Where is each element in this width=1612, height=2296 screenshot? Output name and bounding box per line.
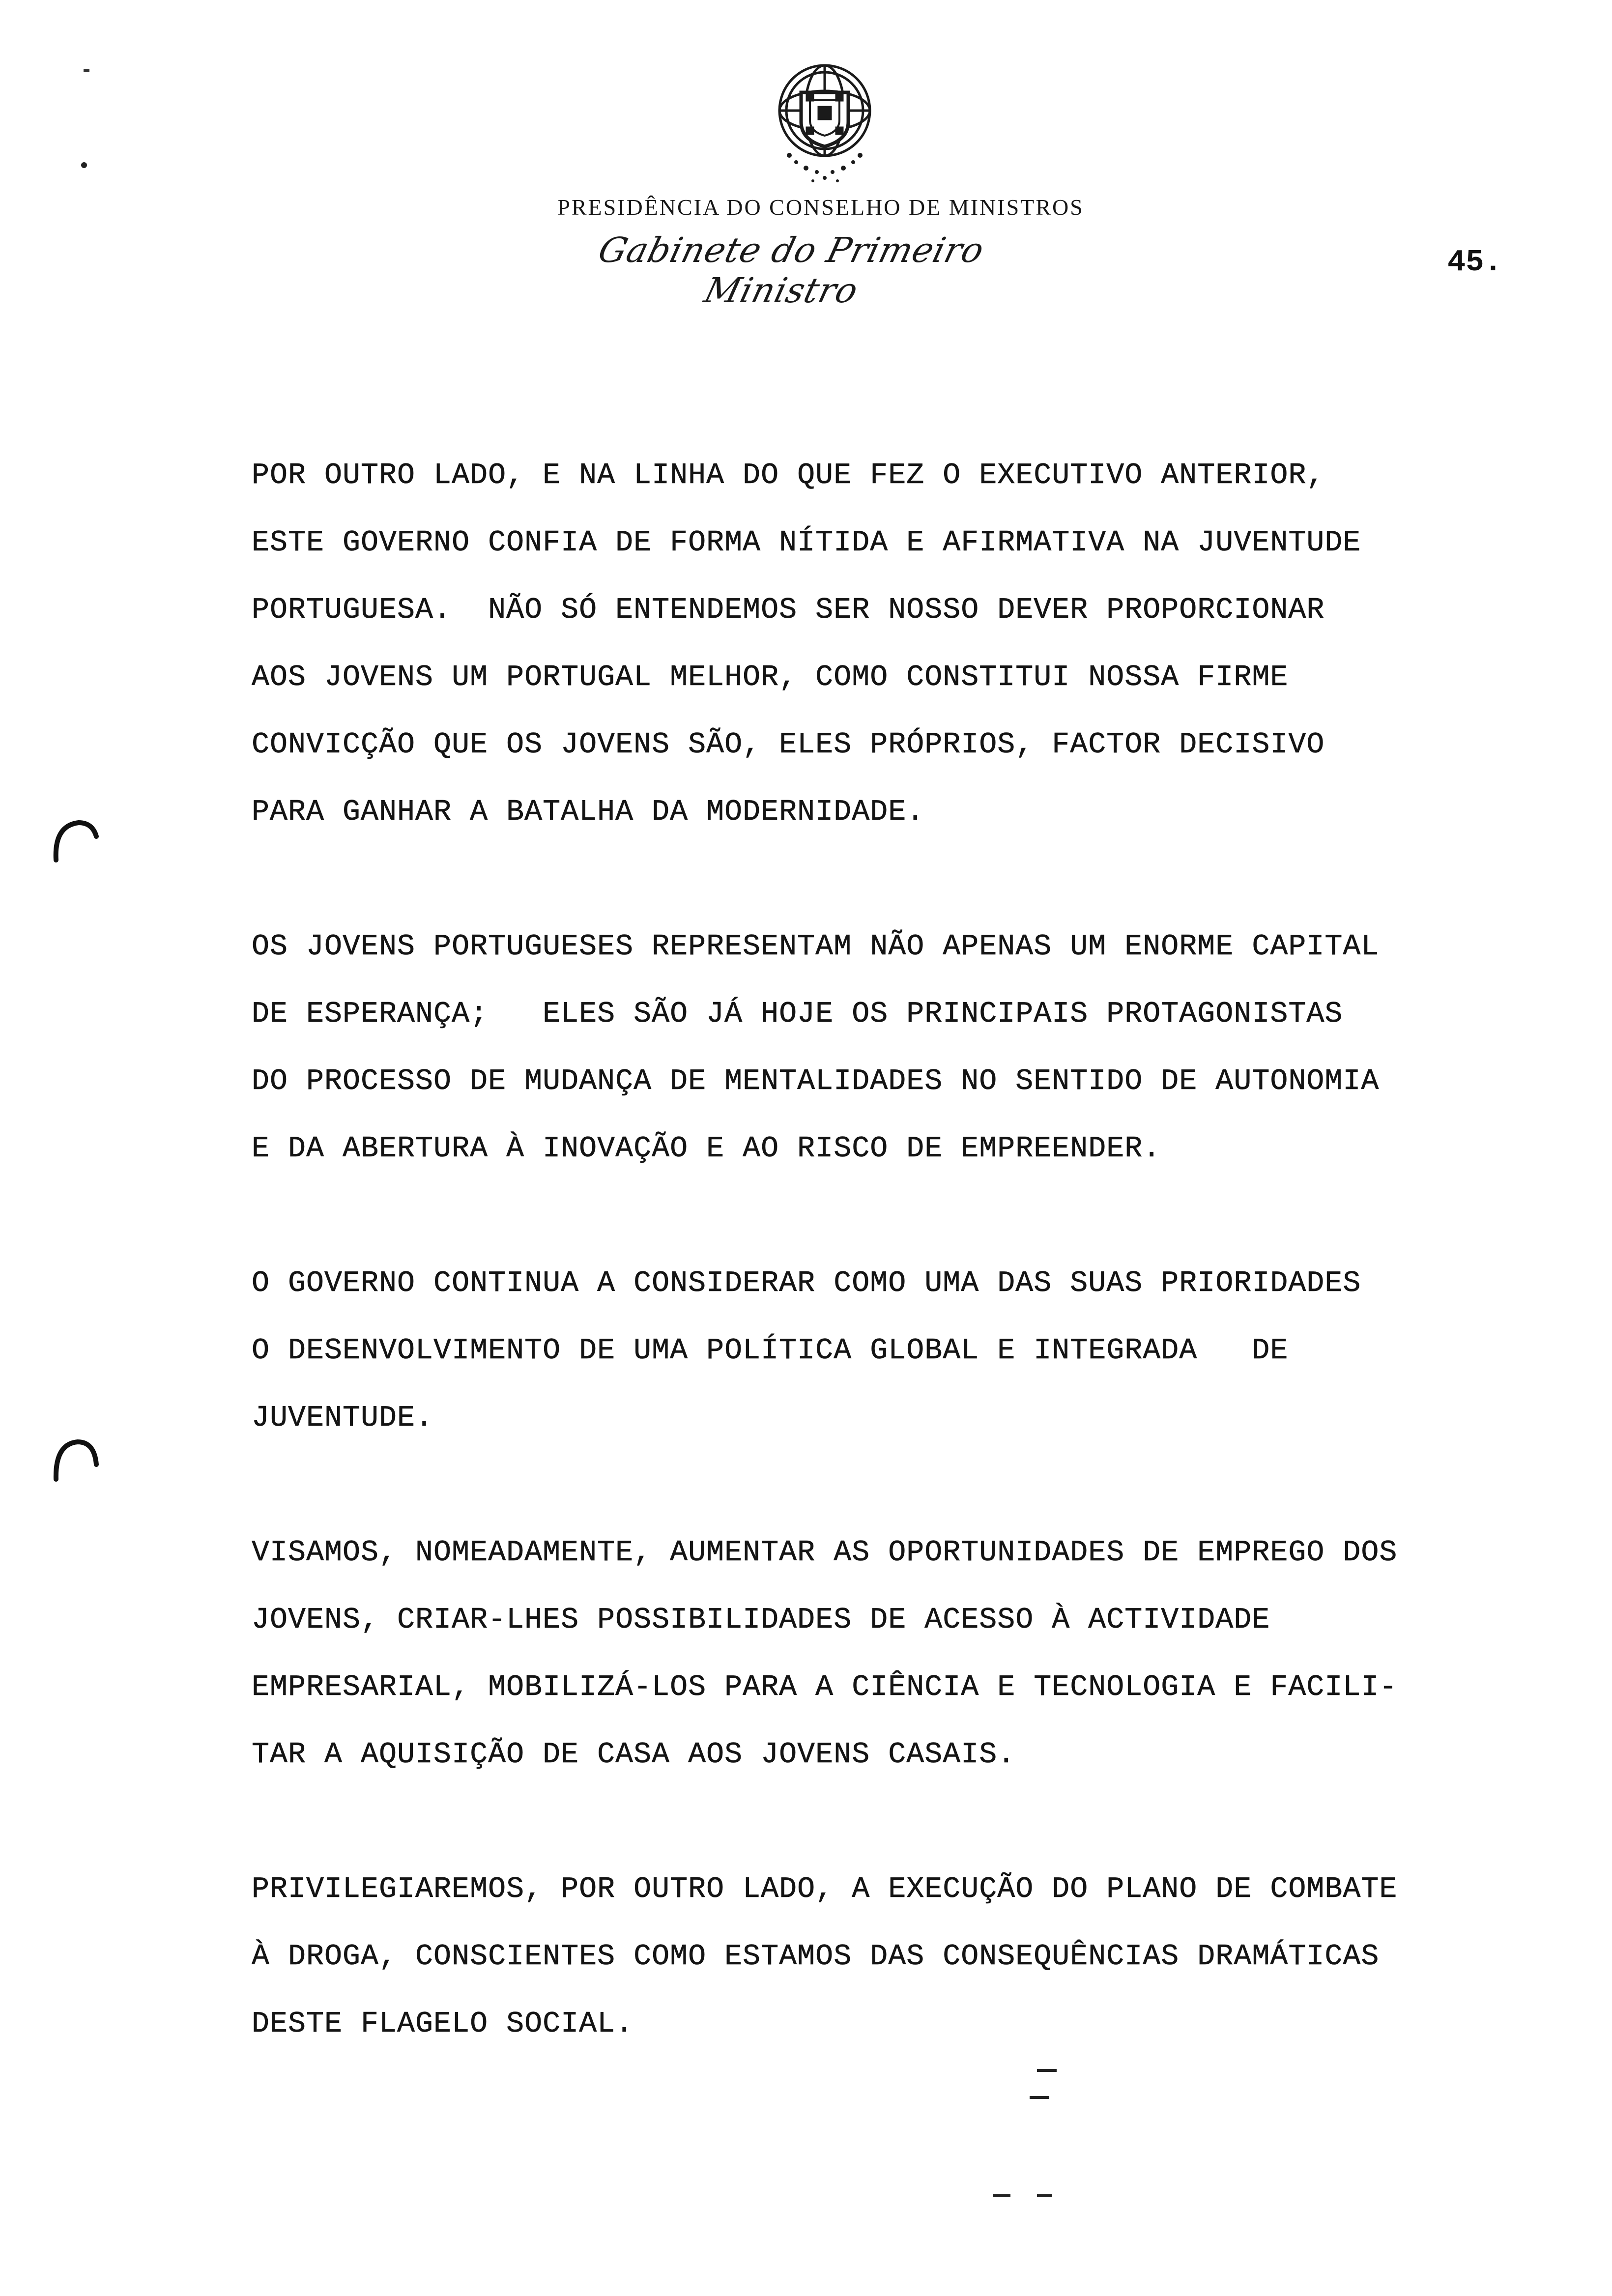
paragraph-drug-combat: PRIVILEGIAREMOS, POR OUTRO LADO, A EXECUÇÃO DO PLANO DE COMBATE À DROGA, CONSCIENTES COMO ESTAMOS DAS CONSEQUÊNCIAS DRAMÁTICAS DESTE FLAGELO SOCIAL. bbox=[252, 1873, 1398, 2041]
hole-punch-mark-lower bbox=[49, 1435, 103, 1489]
scan-speck bbox=[84, 69, 89, 72]
paragraph-young-portuguese: OS JOVENS PORTUGUESES REPRESENTAM NÃO APENAS UM ENORME CAPITAL DE ESPERANÇA; ELES SÃO JÁ HOJE OS PRINCIPAIS PROTAGONISTAS DO PROCESSO DE MUDANÇA DE MENTALIDADES NO SENTIDO DE AUTONOMIA E DA ABERTURA À INOVAÇÃO E AO RISCO DE EMPREENDER. bbox=[252, 930, 1380, 1166]
coat-of-arms-emblem bbox=[766, 59, 884, 187]
paragraph-youth-confidence: POR OUTRO LADO, E NA LINHA DO QUE FEZ O EXECUTIVO ANTERIOR, ESTE GOVERNO CONFIA DE FORMA NÍTIDA E AFIRMATIVA NA JUVENTUDE PORTUGUESA. NÃO SÓ ENTENDEMOS SER NOSSO DEVER PROPORCIONAR AOS JOVENS UM PORTUGAL MELHOR, COMO CONSTITUI NOSSA FIRME CONVICÇÃO QUE OS JOVENS SÃO, ELES PRÓPRIOS, FACTOR DECISIVO PARA GANHAR A BATALHA DA MODERNIDADE. bbox=[252, 459, 1361, 829]
scan-speck bbox=[993, 2194, 1010, 2197]
scan-speck bbox=[1037, 2194, 1052, 2197]
scan-speck bbox=[1030, 2096, 1049, 2099]
paragraph-government-priorities: O GOVERNO CONTINUA A CONSIDERAR COMO UMA DAS SUAS PRIORIDADES O DESENVOLVIMENTO DE UMA POLÍTICA GLOBAL E INTEGRADA DE JUVENTUDE. bbox=[252, 1267, 1361, 1435]
header-office-script: Gabinete do Primeiro Ministro bbox=[594, 230, 989, 311]
header-organization: PRESIDÊNCIA DO CONSELHO DE MINISTROS bbox=[557, 195, 1084, 220]
page-number: 45. bbox=[1447, 245, 1502, 280]
scan-speck bbox=[81, 162, 87, 168]
hole-punch-mark-upper bbox=[49, 816, 103, 870]
scan-speck bbox=[1037, 2069, 1057, 2072]
document-body bbox=[252, 442, 1539, 2058]
paragraph-opportunities: VISAMOS, NOMEADAMENTE, AUMENTAR AS OPORTUNIDADES DE EMPREGO DOS JOVENS, CRIAR-LHES POSSIBILIDADES DE ACESSO À ACTIVIDADE EMPRESARIAL, MOBILIZÁ-LOS PARA A CIÊNCIA E TECNOLOGIA E FACILI- TAR A AQUISIÇÃO DE CASA AOS JOVENS CASAIS. bbox=[252, 1536, 1398, 1772]
